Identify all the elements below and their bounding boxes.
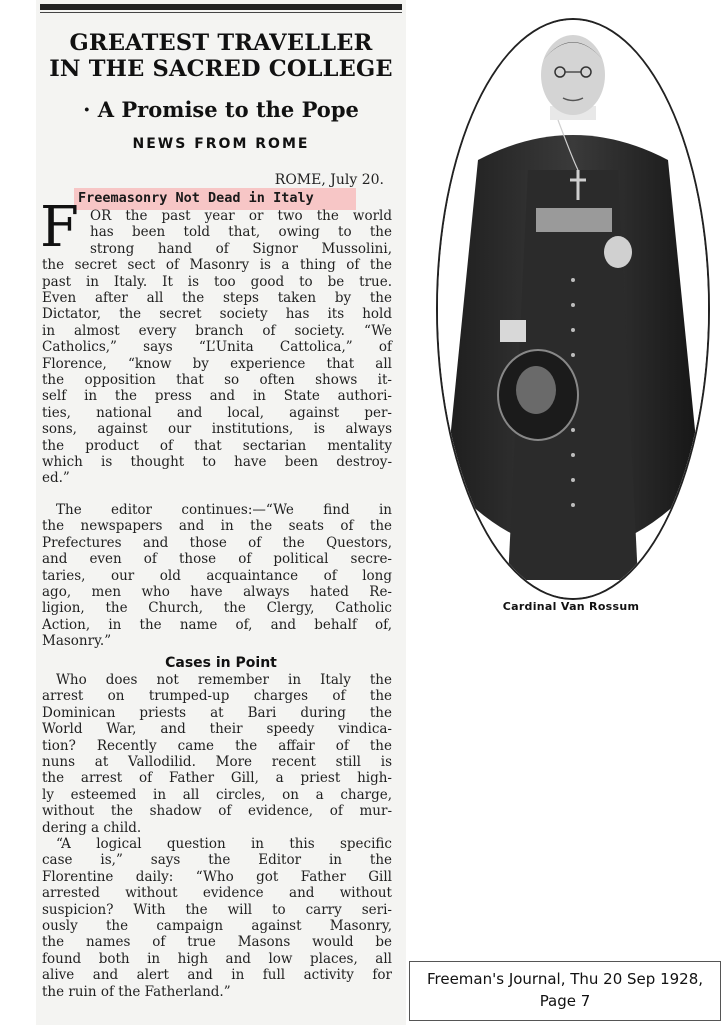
body-text-line: Catholics,” says “L’Unita Cattolica,” of — [42, 339, 392, 356]
body-text-line: ly esteemed in all circles, on a charge, — [42, 786, 392, 803]
top-rule — [40, 4, 402, 10]
body-text-line: the names of true Masons would be — [42, 934, 392, 951]
body-text-line: suspicion? With the will to carry seri- — [42, 901, 392, 918]
headline-line-2: IN THE SACRED COLLEGE — [49, 56, 393, 82]
body-text-line: World War, and their speedy vindica- — [42, 721, 392, 738]
body-text-line: ties, national and local, against per- — [42, 404, 392, 421]
body-text-line: which is thought to have been destroy- — [42, 454, 392, 470]
body-text-line: past in Italy. It is too good to be true. — [42, 273, 392, 290]
cardinal-portrait — [436, 18, 710, 600]
body-text-line: Florentine daily: “Who got Father Gill — [42, 868, 392, 885]
body-text-line: ed.” — [42, 470, 70, 487]
body-text-line: without the shadow of evidence, of mur- — [42, 803, 392, 820]
body-text-line: the newspapers and in the seats of the — [42, 518, 392, 535]
body-text-line: Dictator, the secret society has its hold — [42, 306, 392, 323]
highlighted-heading: Freemasonry Not Dead in Italy — [78, 190, 314, 206]
drop-cap: F — [40, 195, 79, 260]
body-text-line: strong hand of Signor Mussolini, — [90, 240, 392, 257]
body-text-line: ously the campaign against Masonry, — [42, 918, 392, 934]
body-text-line: arrest on trumped-up charges of the — [42, 688, 392, 705]
subheadline: · A Promise to the Pope — [83, 97, 359, 122]
citation-line-1: Freeman's Journal, Thu 20 Sep 1928, — [426, 970, 704, 988]
citation-box — [409, 961, 721, 1021]
body-text-line: ago, men who have always hated Re- — [42, 584, 392, 600]
body-text-line: found both in high and low places, all — [42, 950, 392, 967]
body-text-line: and even of those of political secre- — [42, 551, 392, 568]
news-from-label: NEWS FROM ROME — [132, 136, 310, 152]
body-text-line: OR the past year or two the world — [90, 208, 392, 224]
body-text-line: ligion, the Church, the Clergy, Catholic — [42, 600, 392, 617]
body-text-line: taries, our old acquaintance of long — [42, 567, 392, 584]
portrait-illustration — [438, 20, 708, 598]
newspaper-article — [36, 0, 406, 1025]
citation-line-2: Page 7 — [539, 992, 591, 1010]
body-text-line: the secret sect of Masonry is a thing of the — [42, 257, 392, 274]
body-text-line: Prefectures and those of the Questors, — [42, 534, 392, 551]
photo-caption: Cardinal Van Rossum — [502, 600, 640, 613]
body-text-line: Masonry.” — [42, 633, 112, 650]
body-text-line: in almost every branch of society. “We — [42, 322, 392, 339]
body-text-line: has been told that, owing to the — [90, 224, 392, 241]
body-text-line: The editor continues:—“We find in — [56, 502, 392, 518]
body-text-line: sons, against our institutions, is always — [42, 421, 392, 438]
body-text-line: dering a child. — [42, 819, 142, 836]
top-rule-thin — [40, 12, 402, 13]
section-heading: Cases in Point — [165, 655, 277, 671]
body-text-line: alive and alert and in full activity for — [42, 967, 392, 984]
body-text-line: Florence, “know by experience that all — [42, 355, 392, 372]
body-text-line: nuns at Vallodilid. More recent still is — [42, 754, 392, 770]
body-text-line: arrested without evidence and without — [42, 885, 392, 902]
body-text-line: “A logical question in this specific — [56, 836, 392, 852]
body-text-line: Action, in the name of, and behalf of, — [42, 616, 392, 633]
body-text-line: the arrest of Father Gill, a priest high- — [42, 770, 392, 787]
body-text-line: self in the press and in State authori- — [42, 388, 392, 405]
body-text-line: the product of that sectarian mentality — [42, 437, 392, 454]
body-text-line: Dominican priests at Bari during the — [42, 704, 392, 721]
body-text-line: case is,” says the Editor in the — [42, 852, 392, 869]
body-text-line: the ruin of the Fatherland.” — [42, 983, 231, 1000]
headline-line-1: GREATEST TRAVELLER — [69, 30, 373, 56]
body-text-line: Even after all the steps taken by the — [42, 290, 392, 306]
body-text-line: tion? Recently came the affair of the — [42, 737, 392, 754]
body-text-line: Who does not remember in Italy the — [56, 672, 392, 688]
dateline: ROME, July 20. — [274, 172, 384, 188]
body-text-line: the opposition that so often shows it- — [42, 372, 392, 388]
